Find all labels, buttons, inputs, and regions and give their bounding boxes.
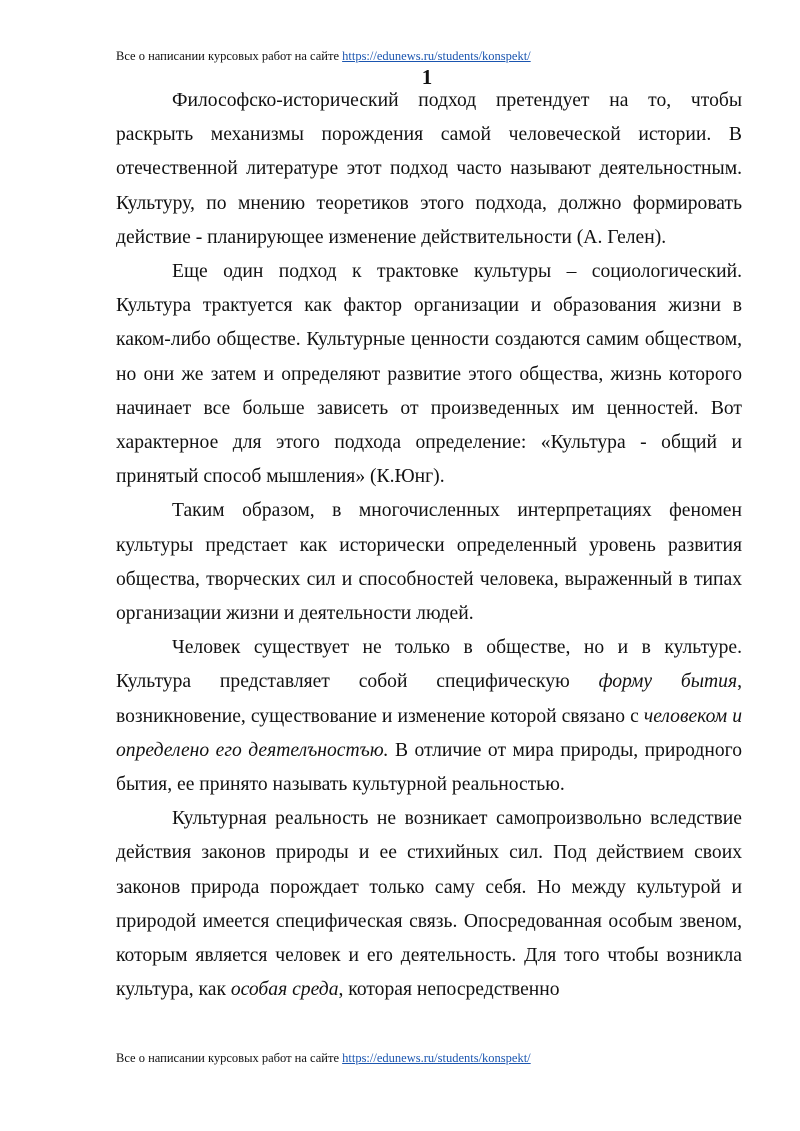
footer-link[interactable]: https://edunews.ru/students/konspekt/	[342, 1051, 531, 1065]
paragraph-4-part-a: Человек существует не только в обществе, но и в культуре. Культура представляет собой специфическую	[116, 637, 742, 693]
page-footer	[116, 1050, 531, 1066]
document-body	[116, 84, 742, 1007]
paragraph-1: Философско-исторический подход претендует на то, чтобы раскрыть механизмы порождения самой человеческой истории. В отечественной литературе этот подход часто называют деятельностным. Культуру, по мнению теоретиков этого подхода, должно формировать действие - планирующее изменение действительности (А. Гелен).	[116, 90, 742, 248]
page-header	[116, 48, 531, 64]
paragraph-5	[116, 802, 742, 1007]
paragraph-2: Еще один подход к трактовке культуры – социологический. Культура трактуется как фактор организации и образования жизни в каком-либо обществе. Культурные ценности создаются самим обществом, но они же затем и определяют развитие этого общества, жизнь которого начинает все больше зависеть от произведенных им ценностей. Вот характерное для этого подхода определение: «Культура - общий и принятый способ мышления» (К.Юнг).	[116, 261, 742, 488]
paragraph-5-part-a: Культурная реальность не возникает самопроизвольно вследствие действия законов природы и ее стихийных сил. Под действием своих законов природа порождает только саму себя. Но между культурой и природой имеется специфическая связь. Опосредованная особым звеном, которым является человек и его деятельность. Для того чтобы возникла культура, как	[116, 808, 742, 1001]
paragraph-4-part-c: В отличие от мира природы, природного бытия, ее принято называть культурной реальностью.	[116, 739, 742, 796]
page-number: 1	[421, 65, 433, 89]
paragraph-4-emphasis-2: человеком и определено его деятелъностъю.	[116, 705, 742, 761]
paragraph-3: Таким образом, в многочисленных интерпретациях феномен культуры предстает как исторически определенный уровень развития общества, творческих сил и способностей человека, выраженный в типах организации жизни и деятельности людей.	[116, 500, 742, 625]
paragraph-4-emphasis-1: форму бытия	[598, 671, 738, 693]
footer-text: Все о написании курсовых работ на сайте	[116, 1051, 343, 1065]
header-text: Все о написании курсовых работ на сайте	[116, 49, 343, 63]
paragraph-5-part-b: , которая непосредственно	[338, 979, 560, 1001]
paragraph-4	[116, 631, 742, 802]
paragraph-5-emphasis-1: особая среда	[230, 979, 339, 1001]
paragraph-4-part-b: , возникновение, существование и изменение которой связано с	[116, 671, 742, 727]
header-link[interactable]: https://edunews.ru/students/konspekt/	[342, 49, 531, 63]
